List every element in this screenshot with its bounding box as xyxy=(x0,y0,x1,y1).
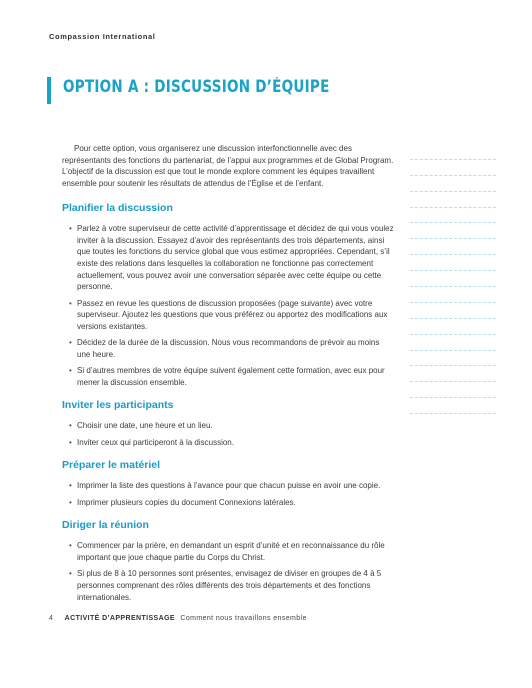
bullet-list xyxy=(62,420,394,448)
note-line xyxy=(410,271,496,287)
bullet-icon: • xyxy=(69,298,72,308)
section-plan xyxy=(62,202,394,389)
section-invite xyxy=(62,399,394,448)
bullet-list xyxy=(62,223,394,389)
list-item xyxy=(62,365,394,388)
list-item xyxy=(62,437,394,449)
footer-subtitle: Comment nous travaillons ensemble xyxy=(180,615,307,622)
note-line xyxy=(410,287,496,303)
page-title: OPTION A : DISCUSSION D’ÉQUIPE xyxy=(63,77,330,96)
bullet-icon: • xyxy=(69,541,72,551)
bullet-icon: • xyxy=(69,223,72,233)
list-item xyxy=(62,568,394,603)
bullet-icon: • xyxy=(69,437,72,447)
list-item xyxy=(62,223,394,293)
note-line xyxy=(410,398,496,414)
note-line xyxy=(410,255,496,271)
bullet-list xyxy=(62,480,394,508)
note-line xyxy=(410,351,496,367)
list-item-text: Décidez de la durée de la discussion. Nous vous recommandons de prévoir au moins une heure. xyxy=(77,338,380,359)
section-heading: Inviter les participants xyxy=(62,399,174,412)
list-item-text: Imprimer la liste des questions à l’avance pour que chacun puisse en avoir une copie. xyxy=(77,481,381,491)
list-item-text: Inviter ceux qui participeront à la discussion. xyxy=(77,437,234,447)
list-item xyxy=(62,337,394,360)
list-item-text: Commencer par la prière, en demandant un esprit d’unité et en reconnaissance du rôle important que joue chaque partie du Corps du Christ. xyxy=(77,541,385,562)
intro-paragraph: Pour cette option, vous organiserez une discussion interfonctionnelle avec des représentants des fonctions du partenariat, de l’appui aux programmes et de Global Program. L’objectif de la discussion est que tout le monde explore comment les équipes travaillent ensemble pour soutenir les résultats de attendus de l’Église et de l’enfant. xyxy=(62,144,394,189)
bullet-icon: • xyxy=(69,366,72,376)
note-line xyxy=(410,303,496,319)
bullet-icon: • xyxy=(69,569,72,579)
section-heading: Planifier la discussion xyxy=(62,201,173,214)
list-item xyxy=(62,298,394,333)
section-lead xyxy=(62,519,394,603)
section-materials xyxy=(62,459,394,508)
notes-area xyxy=(410,144,496,414)
list-item xyxy=(62,497,394,509)
list-item xyxy=(62,540,394,563)
note-line xyxy=(410,208,496,224)
note-line xyxy=(410,319,496,335)
main-content xyxy=(62,143,394,614)
note-line xyxy=(410,335,496,351)
page-footer xyxy=(49,615,307,622)
bullet-icon: • xyxy=(69,497,72,507)
list-item-text: Choisir une date, une heure et un lieu. xyxy=(77,421,213,431)
title-accent-bar xyxy=(47,77,51,104)
note-line xyxy=(410,239,496,255)
page-number: 4 xyxy=(49,615,54,622)
list-item-text: Si d’autres membres de votre équipe suivent également cette formation, avec eux pour mener la discussion ensemble. xyxy=(77,366,385,387)
organization-header: Compassion International xyxy=(49,32,156,41)
note-line xyxy=(410,192,496,208)
bullet-icon: • xyxy=(69,481,72,491)
list-item xyxy=(62,420,394,432)
list-item xyxy=(62,480,394,492)
note-line xyxy=(410,366,496,382)
section-heading: Préparer le matériel xyxy=(62,459,161,472)
note-line xyxy=(410,144,496,160)
note-line xyxy=(410,176,496,192)
list-item-text: Imprimer plusieurs copies du document Connexions latérales. xyxy=(77,497,296,507)
bullet-list xyxy=(62,540,394,603)
note-line xyxy=(410,223,496,239)
list-item-text: Parlez à votre superviseur de cette activité d’apprentissage et décidez de qui vous voulez inviter à la discussion. Essayez d’avoir des représentants des trois départements, ainsi que toutes les fonctions du service global que vous estimez appropriées. Cependant, s’il existe des relations dans lesquelles la collaboration ne fonctionne pas correctement actuellement, vous pouvez avoir une conversation séparée avec cette équipe ou cette personne. xyxy=(77,223,394,292)
list-item-text: Passez en revue les questions de discussion proposées (page suivante) avec votre superviseur. Ajoutez les questions que vous préférez ou apportez des modifications aux versions existantes. xyxy=(77,298,388,331)
list-item-text: Si plus de 8 à 10 personnes sont présentes, envisagez de diviser en groupes de 4 à 5 personnes comprenant des rôles différents des trois départements et des fonctions internationales. xyxy=(77,569,382,602)
section-heading: Diriger la réunion xyxy=(62,519,149,532)
note-line xyxy=(410,382,496,398)
bullet-icon: • xyxy=(69,421,72,431)
footer-label: ACTIVITÉ D’APPRENTISSAGE xyxy=(64,615,175,622)
note-line xyxy=(410,160,496,176)
bullet-icon: • xyxy=(69,338,72,348)
